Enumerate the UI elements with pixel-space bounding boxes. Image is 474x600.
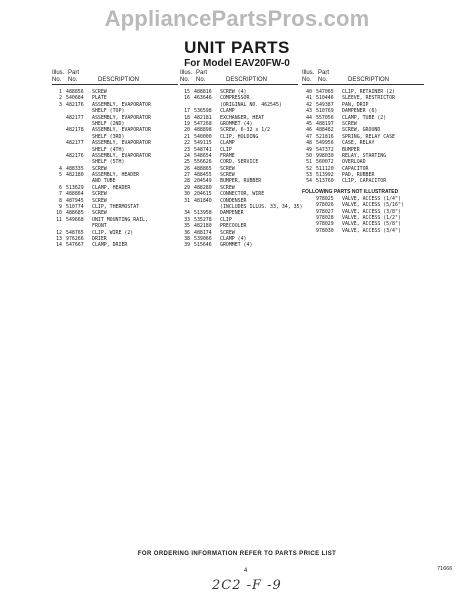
part-description: SHELF (5TH) — [92, 159, 125, 166]
illus-number: 40 — [306, 89, 312, 95]
illus-number: 11 — [56, 216, 62, 223]
illus-number: 28 — [184, 178, 190, 185]
part-number: 482176 — [66, 101, 84, 108]
part-description: PAD, RUBBER — [342, 172, 375, 179]
illus-number: 43 — [306, 108, 312, 115]
header-description: DESCRIPTION — [98, 77, 140, 83]
illus-number: 17 — [184, 108, 190, 115]
part-number: 488280 — [194, 184, 212, 191]
page-number: 4 — [244, 568, 248, 574]
part-number: 463646 — [194, 95, 212, 102]
part-description: SCREW — [220, 229, 235, 236]
part-number: 515646 — [194, 242, 212, 249]
part-description: CORD, SERVICE — [220, 159, 259, 166]
part-description: CLAMP, HEADER — [92, 184, 131, 191]
part-number: 547268 — [194, 120, 212, 127]
part-number: 482177 — [66, 140, 84, 147]
column-header — [180, 70, 298, 85]
part-number: 488197 — [316, 120, 334, 127]
part-description: SCREW, GROUND — [342, 127, 381, 134]
illus-number: 42 — [306, 101, 312, 108]
ordering-info-footer: FOR ORDERING INFORMATION REFER TO PARTS PRICE LIST — [137, 551, 337, 557]
illus-number: 2 — [59, 95, 62, 102]
part-number: 513760 — [316, 178, 334, 185]
handwritten-note: 2C2 -F -9 — [212, 578, 282, 593]
part-description: VALVE, ACCESS (5/16") — [342, 202, 404, 209]
header-no: No. — [68, 77, 78, 83]
illus-number: 15 — [184, 89, 190, 95]
part-description: RELAY, STARTING — [342, 152, 387, 159]
header-description: DESCRIPTION — [348, 77, 390, 83]
part-number: 548765 — [66, 229, 84, 236]
part-description: ASSEMBLY, EVAPORATOR — [92, 101, 151, 108]
illus-number: 38 — [184, 235, 190, 242]
part-number: 549387 — [316, 101, 334, 108]
part-description: SCREW — [92, 191, 107, 198]
parts-row — [302, 228, 424, 234]
part-description: VALVE, ACCESS (1/2") — [342, 215, 401, 222]
part-number: 978028 — [316, 215, 334, 222]
part-number: 549115 — [194, 140, 212, 147]
part-number: 482177 — [66, 114, 84, 121]
illus-number: 34 — [184, 210, 190, 217]
part-description: ASSEMBLY, EVAPORATOR — [92, 152, 151, 159]
part-number: 976266 — [66, 235, 84, 242]
part-description: CLAMP — [220, 140, 235, 147]
illus-number: 44 — [306, 114, 312, 121]
part-description: SCREW — [220, 184, 235, 191]
part-description: ASSEMBLY, HEADER — [92, 172, 140, 179]
part-number: 204615 — [194, 191, 212, 198]
header-no: No. — [318, 77, 328, 83]
part-description: PRECOOLER — [220, 223, 247, 230]
part-description: CONNECTOR, WIRE — [220, 191, 265, 198]
part-description: CLIP, RETAINER (2) — [342, 89, 395, 95]
part-number: 560072 — [316, 159, 334, 166]
illus-number: 39 — [184, 242, 190, 249]
illus-number: 50 — [306, 152, 312, 159]
header-illus: Illus. — [180, 70, 193, 76]
part-number: 488174 — [194, 229, 212, 236]
part-description: CLIP, CAPACITOR — [342, 178, 387, 185]
part-description: CAPACITOR — [342, 165, 369, 172]
part-description: SHELF (4TH) — [92, 146, 125, 153]
model-subtitle: For Model EAV20FW-0 — [184, 58, 290, 69]
illus-number: 13 — [56, 235, 62, 242]
part-description: SCREW — [92, 210, 107, 217]
part-number: 556626 — [194, 159, 212, 166]
part-description: ASSEMBLY, EVAPORATOR — [92, 114, 151, 121]
part-number: 978027 — [316, 208, 334, 215]
illus-number: 1 — [59, 89, 62, 95]
illus-number: 41 — [306, 95, 312, 102]
illus-number: 22 — [184, 140, 190, 147]
part-number: 488455 — [194, 172, 212, 179]
column-header — [302, 70, 424, 85]
part-number: 540684 — [66, 95, 84, 102]
illus-number: 31 — [184, 197, 190, 204]
part-description: GROMMET (4) — [220, 120, 253, 127]
part-description: DAMPENER — [220, 210, 244, 217]
part-description: SLEEVE, RESTRICTOR — [342, 95, 395, 102]
site-watermark: AppliancePartsPros.com — [104, 6, 370, 31]
illus-number: 23 — [184, 146, 190, 153]
part-number: 998030 — [316, 152, 334, 159]
illus-number: 54 — [306, 178, 312, 185]
part-description: (INCLUDES ILLUS. 33, 34, 35) — [220, 204, 303, 211]
part-description: PAN, DRIP — [342, 101, 369, 108]
part-description: VALVE, ACCESS (5/8") — [342, 221, 401, 228]
illus-number: 30 — [184, 191, 190, 198]
part-number: 488864 — [66, 191, 84, 198]
part-description: SCREW — [92, 197, 107, 204]
part-description: SHELF (2ND) — [92, 120, 125, 127]
part-number: 488335 — [66, 165, 84, 172]
document-number: 71666 — [437, 566, 453, 572]
illus-number: 26 — [184, 165, 190, 172]
part-description: FRONT — [92, 223, 107, 230]
part-number: 511120 — [316, 165, 334, 172]
parts-row — [180, 242, 298, 248]
part-number: 204549 — [194, 178, 212, 185]
part-number: 488898 — [194, 127, 212, 134]
part-description: PLATE — [92, 95, 107, 102]
part-description: BUMPER, RUBBER — [220, 178, 262, 185]
illus-number: 47 — [306, 133, 312, 140]
illus-number: 45 — [306, 120, 312, 127]
part-description: SHELF (3RD) — [92, 133, 125, 140]
parts-column-1 — [52, 70, 178, 249]
illus-number: 49 — [306, 146, 312, 153]
part-number: 549668 — [66, 216, 84, 223]
header-no: No. — [180, 77, 190, 83]
part-description: CLIP, HOLDING — [220, 133, 259, 140]
part-number: 548741 — [194, 146, 212, 153]
part-number: 487945 — [66, 197, 84, 204]
part-number: 547065 — [316, 89, 334, 95]
header-part: Part — [318, 70, 330, 76]
part-description: AND TUBE — [92, 178, 116, 185]
part-number: 488685 — [66, 210, 84, 217]
part-number: 547667 — [66, 242, 84, 249]
illus-number: 5 — [59, 172, 62, 179]
part-number: 513992 — [316, 172, 334, 179]
part-number: 482178 — [66, 127, 84, 134]
part-description: CLIP — [220, 216, 232, 223]
illus-number: 18 — [184, 114, 190, 121]
part-description: DAMPENER (6) — [342, 108, 378, 115]
part-description: ASSEMBLY, EVAPORATOR — [92, 140, 151, 147]
part-number: 549956 — [316, 140, 334, 147]
illus-number: 19 — [184, 120, 190, 127]
part-number: 540000 — [194, 133, 212, 140]
part-description: BUMPER — [342, 146, 360, 153]
part-number: 488482 — [316, 127, 334, 134]
part-number: 548654 — [194, 152, 212, 159]
column-header — [52, 70, 178, 85]
part-number: 481840 — [194, 197, 212, 204]
part-description: SCREW (4) — [220, 89, 247, 95]
part-number: 510774 — [66, 204, 84, 211]
part-number: 482180 — [194, 223, 212, 230]
illus-number: 16 — [184, 95, 190, 102]
part-number: 978026 — [316, 202, 334, 209]
illus-number: 12 — [56, 229, 62, 236]
part-description: VALVE, ACCESS (3/8") — [342, 208, 401, 215]
part-number: 510446 — [316, 95, 334, 102]
part-description: (ORIGINAL NO. 462545) — [220, 101, 282, 108]
illus-number: 53 — [306, 172, 312, 179]
part-description: VALVE, ACCESS (1/4") — [342, 195, 401, 202]
header-no: No. — [302, 77, 312, 83]
parts-column-3 — [302, 70, 424, 234]
part-number: 510769 — [316, 108, 334, 115]
part-description: DRIER — [92, 235, 107, 242]
part-number: 482176 — [66, 152, 84, 159]
header-description: DESCRIPTION — [226, 77, 268, 83]
part-description: CLAMP (4) — [220, 235, 247, 242]
part-description: CLIP, WIRE (2) — [92, 229, 134, 236]
illus-number: 36 — [184, 229, 190, 236]
illus-number: 29 — [184, 184, 190, 191]
part-number: 978030 — [316, 227, 334, 234]
part-number: 557056 — [316, 114, 334, 121]
header-illus: Illus. — [302, 70, 315, 76]
part-description: SCREW — [342, 120, 357, 127]
header-no: No. — [196, 77, 206, 83]
illus-number: 21 — [184, 133, 190, 140]
part-number: 521816 — [316, 133, 334, 140]
illus-number: 4 — [59, 165, 62, 172]
part-description: CONDENSER — [220, 197, 247, 204]
part-description: SHELF (TOP) — [92, 108, 125, 115]
part-number: 482181 — [194, 114, 212, 121]
part-description: SCREW — [92, 165, 107, 172]
part-description: CLIP, THERMOSTAT — [92, 204, 140, 211]
part-number: 978025 — [316, 195, 334, 202]
part-number: 488816 — [194, 89, 212, 95]
illus-number: 24 — [184, 152, 190, 159]
part-description: SCREW, 6-32 x 1/2 — [220, 127, 271, 134]
parts-row — [302, 178, 424, 184]
part-number: 488865 — [194, 165, 212, 172]
part-description: OVERLOAD — [342, 159, 366, 166]
part-description: VALVE, ACCESS (3/4") — [342, 227, 401, 234]
part-description: SCREW — [220, 165, 235, 172]
part-number: 547372 — [316, 146, 334, 153]
illus-number: 20 — [184, 127, 190, 134]
not-illustrated-heading: FOLLOWING PARTS NOT ILLUSTRATED — [302, 188, 399, 195]
part-description: CLAMP, DRIER — [92, 242, 128, 249]
illus-number: 8 — [59, 197, 62, 204]
page-title: UNIT PARTS — [184, 38, 290, 57]
illus-number: 35 — [184, 223, 190, 230]
part-number: 513629 — [66, 184, 84, 191]
part-description: GROMMET (4) — [220, 242, 253, 249]
part-description: CLAMP, TUBE (2) — [342, 114, 387, 121]
illus-number: 52 — [306, 165, 312, 172]
illus-number: 3 — [59, 101, 62, 108]
illus-number: 6 — [59, 184, 62, 191]
part-description: CASE, RELAY — [342, 140, 375, 147]
parts-row — [52, 242, 178, 248]
part-number: 539066 — [194, 235, 212, 242]
part-description: FRAME — [220, 152, 235, 159]
part-description: EXCHANGER, HEAT — [220, 114, 265, 121]
illus-number: 48 — [306, 140, 312, 147]
part-description: SCREW — [220, 172, 235, 179]
part-description: ASSEMBLY, EVAPORATOR — [92, 127, 151, 134]
header-no: No. — [52, 77, 62, 83]
part-description: UNIT MOUNTING RAIL, — [92, 216, 148, 223]
part-description: SPRING, RELAY CASE — [342, 133, 395, 140]
illus-number: 51 — [306, 159, 312, 166]
part-number: 535278 — [194, 216, 212, 223]
parts-column-2 — [180, 70, 303, 249]
part-description: COMPRESSOR — [220, 95, 250, 102]
illus-number: 7 — [59, 191, 62, 198]
part-number: 488856 — [66, 89, 84, 95]
part-description: SCREW — [92, 89, 107, 95]
illus-number: 46 — [306, 127, 312, 134]
part-description: CLAMP — [220, 108, 235, 115]
part-number: 978029 — [316, 221, 334, 228]
header-part: Part — [68, 70, 80, 76]
illus-number: 27 — [184, 172, 190, 179]
illus-number: 25 — [184, 159, 190, 166]
illus-number: 9 — [59, 204, 62, 211]
part-number: 536598 — [194, 108, 212, 115]
part-number: 482180 — [66, 172, 84, 179]
header-part: Part — [196, 70, 208, 76]
part-description: CLIP — [220, 146, 232, 153]
illus-number: 10 — [56, 210, 62, 217]
illus-number: 14 — [56, 242, 62, 249]
part-number: 513958 — [194, 210, 212, 217]
illus-number: 33 — [184, 216, 190, 223]
header-illus: Illus. — [52, 70, 65, 76]
